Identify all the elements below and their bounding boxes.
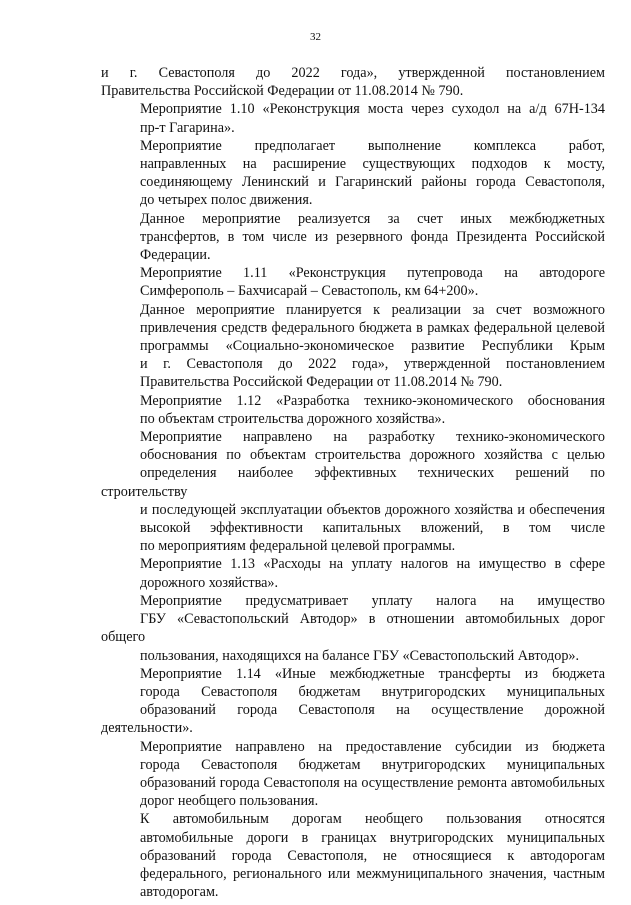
text-line: высокой эффективности капитальных вложений, в том числе <box>140 520 605 537</box>
text-line: Мероприятие 1.10 «Реконструкция моста через суходол на а/д 67Н-134 <box>140 101 605 118</box>
text-line: дорог необщего пользования. <box>140 793 319 810</box>
text-line: обоснования по объектам строительства дорожного хозяйства с целью <box>140 447 605 464</box>
text-line: по объектам строительства дорожного хозяйства». <box>140 410 446 427</box>
text-line: Мероприятие направлено на разработку технико-экономического <box>140 429 605 446</box>
text-line: соединяющему Ленинский и Гагаринский районы города Севастополя, <box>140 174 605 191</box>
text-line: автодорогам. <box>140 884 219 901</box>
text-line: К автомобильным дорогам необщего пользования относятся <box>140 811 605 828</box>
text-line: федерального, регионального или межмуниципального значения, частным <box>140 865 605 882</box>
text-line: дорожного хозяйства». <box>140 574 279 591</box>
text-line: Симферополь – Бахчисарай – Севастополь, км 64+200». <box>140 283 479 300</box>
paragraph <box>101 64 605 100</box>
text-line: Мероприятие 1.14 «Иные межбюджетные трансферты из бюджета <box>140 665 605 682</box>
paragraph <box>101 810 605 901</box>
text-line: Федерации. <box>140 247 211 264</box>
text-line: программы «Социально-экономическое развитие Республики Крым <box>140 338 605 355</box>
text-line: города Севастополя бюджетам внутригородских муниципальных <box>140 683 605 700</box>
paragraph <box>101 100 605 136</box>
text-line: Правительства Российской Федерации от 11.08.2014 № 790. <box>140 374 503 391</box>
text-line: и последующей эксплуатации объектов дорожного хозяйства и обеспечения <box>140 501 605 518</box>
text-line: Мероприятие 1.13 «Расходы на уплату налогов на имущество в сфере <box>140 556 605 573</box>
text-line: направленных на расширение существующих подходов к мосту, <box>140 156 605 173</box>
text-line: образований города Севастополя на осуществление дорожной деятельности». <box>101 702 605 737</box>
text-line: ГБУ «Севастопольский Автодор» в отношении автомобильных дорог общего <box>101 611 605 646</box>
paragraph <box>101 555 605 591</box>
text-line: Данное мероприятие планируется к реализации за счет возможного <box>140 301 605 318</box>
paragraph <box>101 137 605 210</box>
paragraph <box>101 665 605 738</box>
text-line: пр-т Гагарина». <box>140 119 235 136</box>
text-line: привлечения средств федерального бюджета в рамках федеральной целевой <box>140 319 605 336</box>
paragraph <box>101 738 605 811</box>
paragraph <box>101 301 605 392</box>
document-body <box>101 64 605 901</box>
text-line: Данное мероприятие реализуется за счет иных межбюджетных <box>140 210 605 227</box>
text-line: города Севастополя бюджетам внутригородских муниципальных <box>140 756 605 773</box>
text-line: трансфертов, в том числе из резервного фонда Президента Российской <box>140 228 605 245</box>
page-number: 32 <box>310 31 321 43</box>
text-line: по мероприятиям федеральной целевой программы. <box>140 538 456 555</box>
paragraph <box>101 592 605 665</box>
text-line: образований города Севастополя, не относящиеся к автодорогам <box>140 847 605 864</box>
paragraph <box>101 264 605 300</box>
text-line: пользования, находящихся на балансе ГБУ «Севастопольский Автодор». <box>140 647 580 664</box>
text-line: образований города Севастополя на осуществление ремонта автомобильных <box>140 774 605 791</box>
text-line: до четырех полос движения. <box>140 192 313 209</box>
paragraph <box>101 392 605 428</box>
text-line: Мероприятие предполагает выполнение комплекса работ, <box>140 137 605 154</box>
text-line: Мероприятие направлено на предоставление субсидии из бюджета <box>140 738 605 755</box>
text-line: Мероприятие предусматривает уплату налога на имущество <box>140 592 605 609</box>
text-line: Мероприятие 1.12 «Разработка технико-экономического обоснования <box>140 392 605 409</box>
paragraph <box>101 428 605 555</box>
paragraph <box>101 210 605 265</box>
text-line: определения наиболее эффективных технических решений по строительству <box>101 465 605 500</box>
text-line: и г. Севастополя до 2022 года», утвержденной постановлением <box>140 356 605 373</box>
text-line: автомобильные дороги в границах внутригородских муниципальных <box>140 829 605 846</box>
text-line: Правительства Российской Федерации от 11.08.2014 № 790. <box>101 83 464 100</box>
text-line: Мероприятие 1.11 «Реконструкция путепровода на автодороге <box>140 265 605 282</box>
text-line: и г. Севастополя до 2022 года», утвержденной постановлением <box>101 65 605 81</box>
